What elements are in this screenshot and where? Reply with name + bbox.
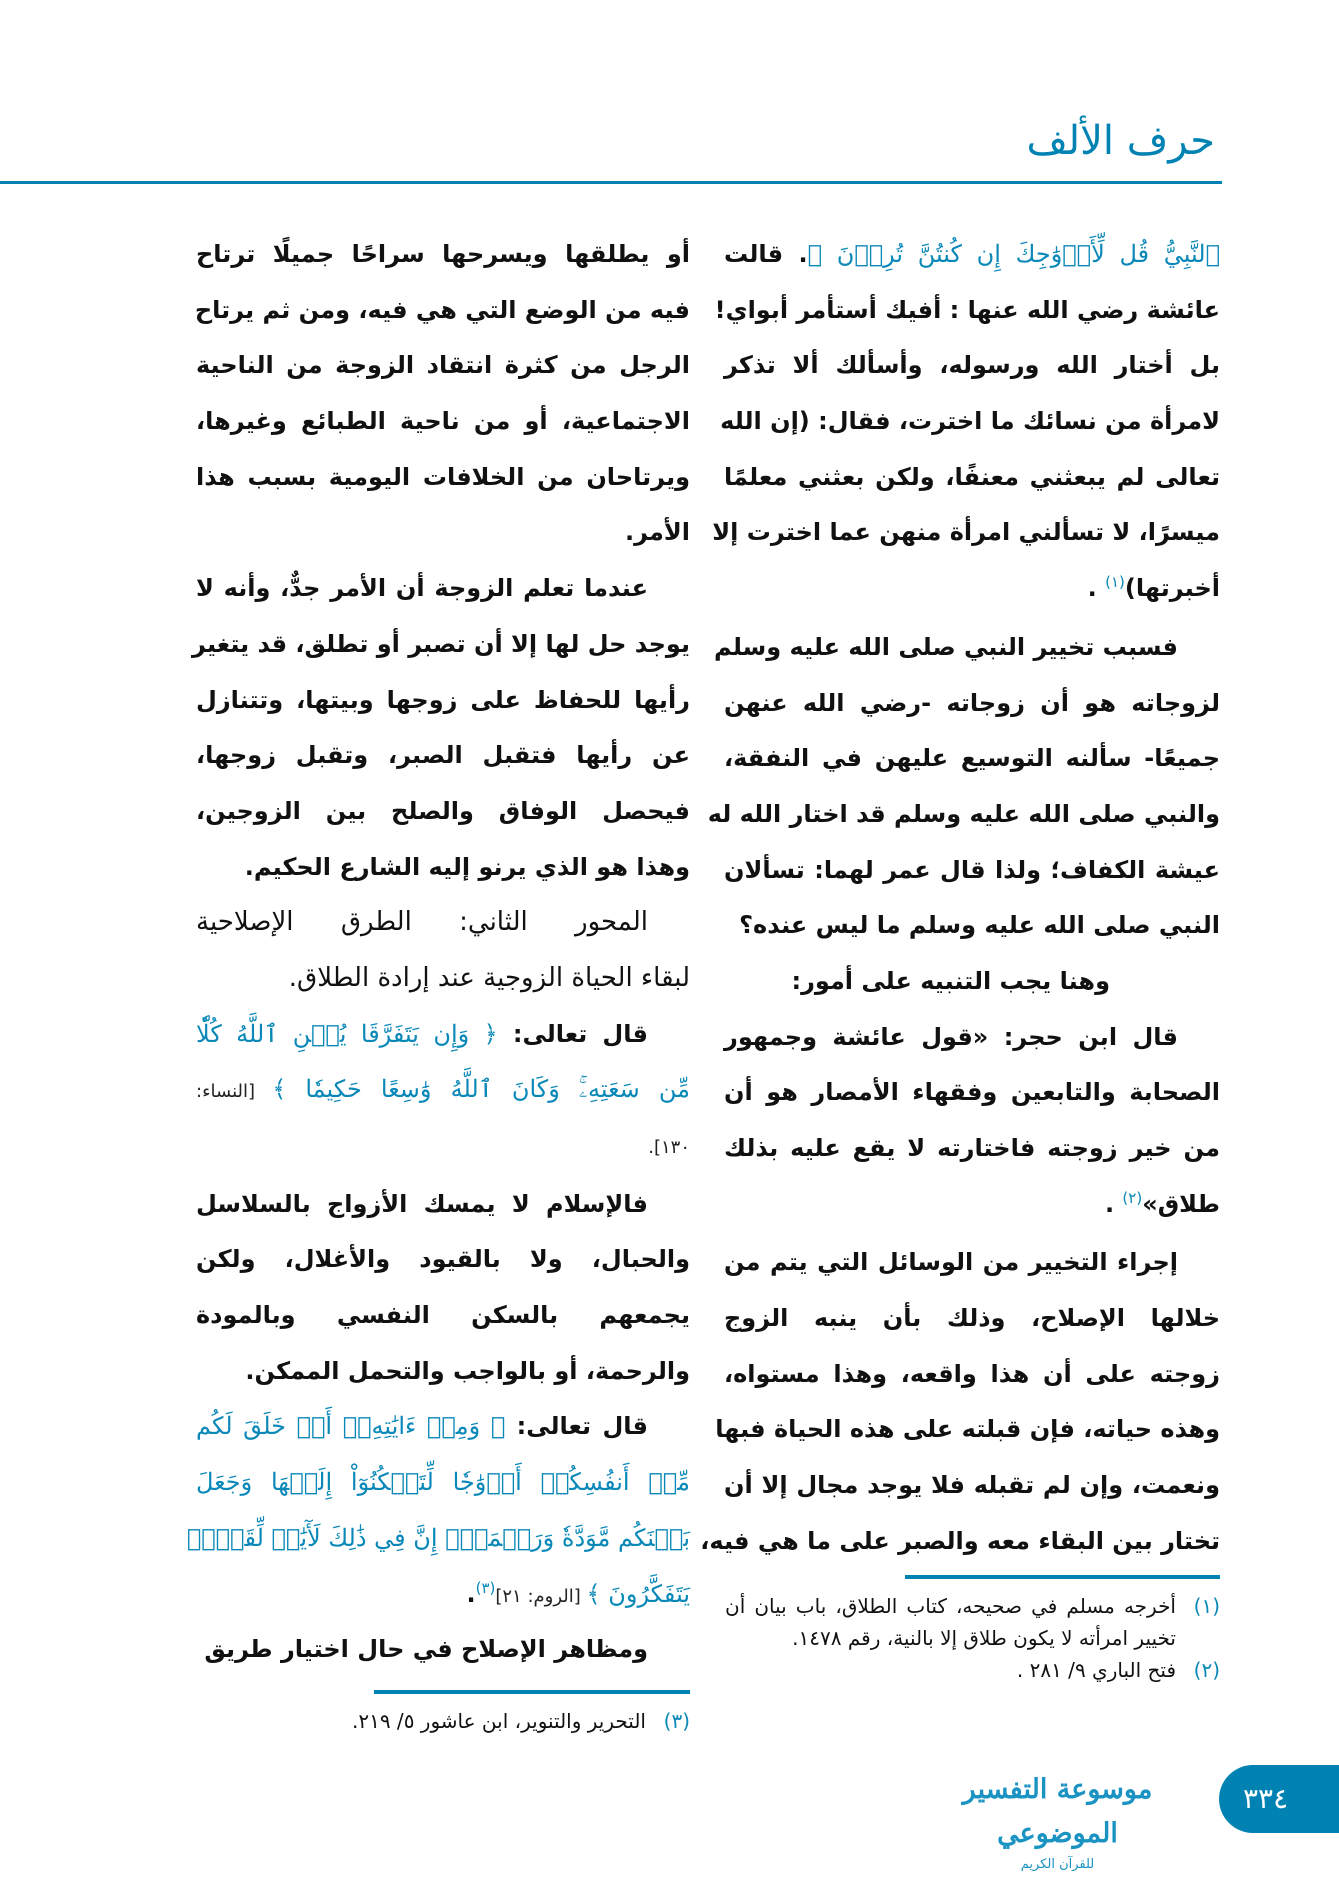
footnotes-right	[725, 1590, 1220, 1686]
footnote-marker: (١)	[1105, 573, 1125, 592]
right-text-column	[700, 227, 1220, 1570]
footnote-divider-right	[905, 1575, 1220, 1579]
verse-reference: ١٣٠].	[648, 1137, 690, 1158]
text-line: رأيها للحفاظ على زوجها وبيتها، وتتنازل	[196, 685, 690, 714]
text-line: عن رأيها فتقبل الصبر، وتقبل زوجها،	[196, 741, 690, 770]
text-line: الصحابة والتابعين وفقهاء الأمصار هو أن	[724, 1078, 1220, 1107]
text-line	[196, 1118, 690, 1174]
text-line: ويرتاحان من الخلافات اليومية بسبب هذا	[196, 462, 690, 491]
text-line	[196, 1007, 690, 1063]
footnote-marker: (٢)	[1122, 1188, 1143, 1207]
logo-subtitle: للقرآن الكريم	[1020, 1857, 1095, 1872]
encyclopedia-logo	[935, 1768, 1180, 1872]
footnote-number: (٢)	[1193, 1658, 1220, 1682]
text-line: والنبي صلى الله عليه وسلم قد اختار الله له	[707, 799, 1220, 828]
text-line	[724, 1177, 1220, 1233]
text-line: لزوجاته هو أن زوجاته -رضي الله عنهن	[724, 688, 1220, 717]
text-line: جميعًا- سألنه التوسيع عليهن في النفقة،	[724, 744, 1220, 773]
text-line: زوجته على أن هذا واقعه، وهذا مستواه،	[724, 1359, 1220, 1388]
quran-verse: ٱلنَّبِيُّ قُل لِّأَزۡوَٰجِكَ إِن كُنتُنَّ تُرِدۡنَ ﴾	[807, 240, 1220, 268]
text-line: عندما تعلم الزوجة أن الأمر جدٌّ، وأنه لا	[196, 574, 648, 603]
text-segment: قال تعالى:	[505, 1412, 648, 1441]
text-segment: طلاق»	[1142, 1189, 1220, 1218]
text-line	[196, 1399, 690, 1455]
text-line: والحبال، ولا بالقيود والأغلال، ولكن	[196, 1245, 690, 1274]
quran-verse: ﴿ وَمِنۡ ءَايَٰتِهِۦٓ أَنۡ خَلَقَ لَكُم	[196, 1412, 506, 1441]
text-line: بل أختار الله ورسوله، وأسألك ألا تذكر	[724, 351, 1220, 380]
text-line: يوجد حل لها إلا أن تصبر أو تطلق، قد يتغير	[192, 629, 690, 658]
text-line: عيشة الكفاف؛ ولذا قال عمر لهما: تسألان	[724, 855, 1220, 884]
footnote-text: أخرجه مسلم في صحيحه، كتاب الطلاق، باب بيان أن تخيير امرأته لا يكون طلاق إلا بالنية، رقم ١٤٧٨.	[725, 1594, 1176, 1650]
chapter-title: حرف الألف	[1026, 118, 1215, 164]
text-segment: .	[1087, 574, 1106, 603]
footnote-number: (١)	[1193, 1594, 1220, 1618]
text-line: خلالها الإصلاح، وذلك بأن ينبه الزوج	[724, 1304, 1220, 1333]
text-line: وهذا هو الذي يرنو إليه الشارع الحكيم.	[244, 852, 690, 881]
text-line: الرجل من كثرة انتقاد الزوجة من الناحية	[196, 351, 690, 380]
text-line: ومظاهر الإصلاح في حال اختيار طريق	[204, 1635, 648, 1664]
text-line: وهذه حياته، فإن قبلته على هذه الحياة فبها	[715, 1415, 1220, 1444]
text-segment: .	[466, 1579, 476, 1608]
footnote-text: التحرير والتنوير، ابن عاشور ٥/ ٢١٩.	[351, 1709, 646, 1733]
text-line: تختار بين البقاء معه والصبر على ما هي فيه،	[700, 1526, 1220, 1555]
text-line	[196, 1455, 690, 1511]
quran-verse: ﴿ وَإِن يَتَفَرَّقَا يُغۡنِ ٱللَّهُ كُلّٗا	[196, 1019, 498, 1048]
text-line: عائشة رضي الله عنها : أفيك أستأمر أبواي!	[714, 295, 1220, 324]
text-line: من خير زوجته فاختارته لا يقع عليه بذلك	[724, 1134, 1220, 1162]
quran-verse: يَتَفَكَّرُونَ ﴾	[586, 1579, 690, 1608]
text-line: فيه من الوضع التي هي فيه، ومن ثم يرتاح	[194, 295, 690, 324]
text-segment: .	[1104, 1189, 1123, 1218]
text-line	[724, 561, 1220, 617]
text-line: لامرأة من نسائك ما اخترت، فقال: (إن الله	[720, 407, 1220, 436]
quran-verse: مِّن سَعَتِهِۦۚ وَكَانَ ٱللَّهُ وَٰسِعًا حَكِيمٗا ﴾	[272, 1075, 690, 1104]
text-line: الأمر.	[624, 518, 690, 547]
text-line: فيحصل الوفاق والصلح بين الزوجين،	[196, 796, 690, 825]
text-line: قال ابن حجر: «قول عائشة وجمهور	[724, 1022, 1178, 1051]
logo-title: موسوعة التفسير الموضوعي	[962, 1774, 1153, 1849]
footnote	[196, 1705, 690, 1737]
text-line	[196, 1567, 690, 1623]
text-segment: قال تعالى:	[497, 1019, 648, 1048]
footnote	[725, 1654, 1220, 1686]
text-line: فسبب تخيير النبي صلى الله عليه وسلم	[714, 632, 1178, 661]
text-line	[196, 1062, 690, 1118]
text-segment: . قالت	[724, 240, 808, 268]
quran-verse: بَيۡنَكُم مَّوَدَّةٗ وَرَحۡمَةًۚ إِنَّ فِي ذَٰلِكَ لَأٓيَٰتٖ لِّقَوۡمٖ	[186, 1523, 690, 1552]
left-text-column	[186, 227, 690, 1678]
text-line: الاجتماعية، أو من ناحية الطبائع وغيرها،	[196, 407, 690, 436]
footnotes-left	[196, 1705, 690, 1737]
text-line: والرحمة، أو بالواجب والتحمل الممكن.	[245, 1356, 690, 1385]
text-line: النبي صلى الله عليه وسلم ما ليس عنده؟	[739, 911, 1220, 940]
text-line: تعالى لم يبعثني معنفًا، ولكن بعثني معلمًا	[724, 462, 1220, 491]
text-line: ميسرًا، لا تسألني امرأة منهن عما اخترت إلا	[712, 518, 1220, 547]
text-line: فالإسلام لا يمسك الأزواج بالسلاسل	[196, 1189, 648, 1218]
text-line: ونعمت، وإن لم تقبله فلا يوجد مجال إلا أن	[724, 1471, 1220, 1500]
text-line	[724, 227, 1220, 283]
footnote-divider-left	[374, 1690, 690, 1694]
text-line: إجراء التخيير من الوسائل التي يتم من	[724, 1248, 1178, 1277]
footnote-text: فتح الباري ٩/ ٢٨١ .	[1016, 1658, 1176, 1682]
text-line: لبقاء الحياة الزوجية عند إرادة الطلاق.	[288, 962, 690, 993]
text-line: يجمعهم بالسكن النفسي وبالمودة	[196, 1301, 690, 1330]
footnote	[725, 1590, 1220, 1654]
text-line: أو يطلقها ويسرحها سراحًا جميلًا ترتاح	[196, 240, 690, 268]
text-segment: أخبرتها)	[1124, 574, 1220, 603]
header-divider	[0, 181, 1222, 184]
quran-verse: مِّنۡ أَنفُسِكُمۡ أَزۡوَٰجٗا لِّتَسۡكُنُوٓاْ إِلَيۡهَا وَجَعَلَ	[196, 1468, 690, 1497]
verse-reference: [الروم: ٢١]	[495, 1585, 587, 1607]
footnote-marker: (٣)	[475, 1578, 496, 1597]
text-line: وهنا يجب التنبيه على أمور:	[791, 966, 1110, 995]
footnote-number: (٣)	[663, 1709, 690, 1733]
page-number-badge: ٣٣٤	[1219, 1765, 1339, 1833]
text-line	[186, 1511, 690, 1567]
text-line: المحور الثاني: الطرق الإصلاحية	[196, 907, 648, 938]
verse-reference: [النساء:	[196, 1081, 273, 1103]
